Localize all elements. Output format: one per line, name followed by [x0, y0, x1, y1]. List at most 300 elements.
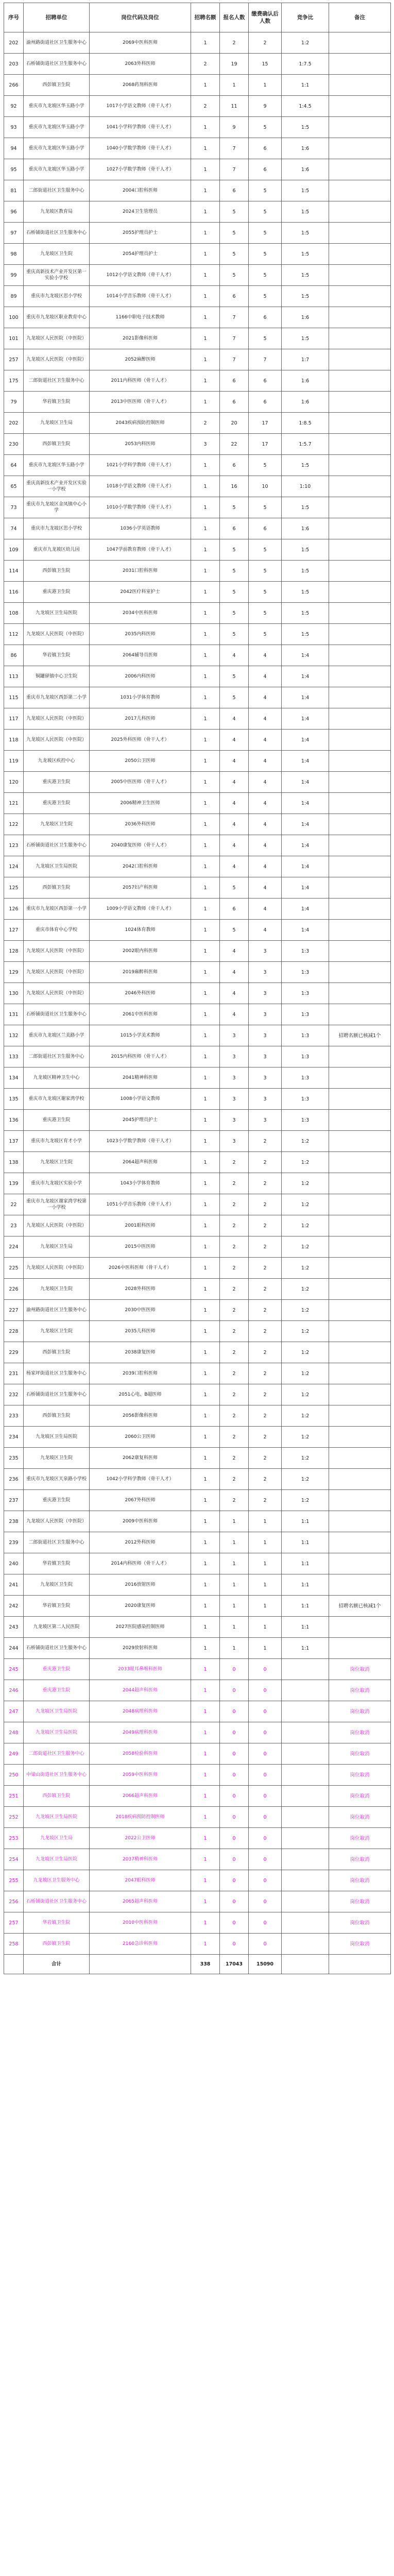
row-index: 114: [4, 561, 24, 582]
row-index: 113: [4, 666, 24, 687]
table-row: [4, 751, 391, 772]
row-applicants: 7: [220, 138, 249, 159]
table-row: [4, 1258, 391, 1279]
row-remarks: [329, 244, 391, 265]
row-ratio: 1:2: [282, 1194, 329, 1215]
row-confirmed: 0: [249, 1828, 282, 1849]
row-position: 2031口腔科医师: [90, 561, 191, 582]
row-confirmed: 5: [249, 201, 282, 223]
row-ratio: 1:3: [282, 962, 329, 983]
row-slots: 1: [191, 1532, 220, 1553]
row-confirmed: 0: [249, 1701, 282, 1722]
row-confirmed: 0: [249, 1765, 282, 1786]
row-applicants: 6: [220, 518, 249, 539]
row-slots: 1: [191, 835, 220, 856]
row-confirmed: 4: [249, 835, 282, 856]
row-unit: 铜罐驿镇中心卫生院: [24, 666, 90, 687]
total-index-cell: [4, 1955, 24, 1974]
row-unit: 九龙坡区卫生院: [24, 1448, 90, 1469]
row-slots: 1: [191, 1342, 220, 1363]
row-unit: 二郎街道社区卫生服务中心: [24, 370, 90, 392]
row-applicants: 1: [220, 1553, 249, 1574]
row-remarks: [329, 645, 391, 666]
row-remarks: [329, 328, 391, 349]
row-index: 22: [4, 1194, 24, 1215]
table-row: [4, 159, 391, 180]
row-slots: 1: [191, 1765, 220, 1786]
row-unit: 九龙坡区人民医院（中医院）: [24, 941, 90, 962]
row-ratio: [282, 1743, 329, 1765]
row-confirmed: 1: [249, 75, 282, 96]
row-applicants: 5: [220, 561, 249, 582]
row-confirmed: 2: [249, 1363, 282, 1384]
row-confirmed: 3: [249, 983, 282, 1004]
row-confirmed: 2: [249, 1405, 282, 1427]
table-row: [4, 434, 391, 455]
row-remarks: 岗位取消: [329, 1743, 391, 1765]
row-index: 121: [4, 793, 24, 814]
row-position: 2039口腔科医师: [90, 1363, 191, 1384]
table-row: [4, 392, 391, 413]
cancelled-table-row: [4, 1912, 391, 1934]
row-position: 2038康复医师: [90, 1342, 191, 1363]
row-remarks: [329, 1363, 391, 1384]
row-confirmed: 2: [249, 1173, 282, 1194]
table-row: [4, 138, 391, 159]
row-index: 127: [4, 920, 24, 941]
row-applicants: 6: [220, 392, 249, 413]
row-applicants: 22: [220, 434, 249, 455]
row-remarks: [329, 1279, 391, 1300]
row-confirmed: 0: [249, 1891, 282, 1912]
table-row: [4, 370, 391, 392]
row-applicants: 5: [220, 201, 249, 223]
row-applicants: 2: [220, 1321, 249, 1342]
row-confirmed: 3: [249, 1025, 282, 1046]
row-unit: 重庆港卫生院: [24, 582, 90, 603]
row-index: 240: [4, 1553, 24, 1574]
row-remarks: [329, 687, 391, 708]
row-ratio: 1:3: [282, 1089, 329, 1110]
row-position: 2054护理员护士: [90, 244, 191, 265]
row-applicants: 1: [220, 1596, 249, 1617]
row-ratio: 1:1: [282, 1511, 329, 1532]
table-row: [4, 1279, 391, 1300]
row-remarks: [329, 476, 391, 497]
row-unit: 重庆市九龙坡区思小学校: [24, 286, 90, 307]
row-applicants: 20: [220, 413, 249, 434]
row-applicants: 0: [220, 1934, 249, 1955]
row-position: 2004口腔科医师: [90, 180, 191, 201]
table-header-row: [4, 3, 391, 32]
row-remarks: [329, 751, 391, 772]
row-ratio: 1:4: [282, 687, 329, 708]
row-confirmed: 5: [249, 244, 282, 265]
row-unit: 渝州路街道社区卫生服务中心: [24, 1300, 90, 1321]
table-row: [4, 645, 391, 666]
row-unit: 九龙坡区人民医院（中医院）: [24, 1511, 90, 1532]
header-slots: 招聘名额: [191, 3, 220, 32]
row-slots: 1: [191, 1680, 220, 1701]
row-applicants: 0: [220, 1912, 249, 1934]
row-ratio: 1:1: [282, 1638, 329, 1659]
row-unit: 重庆市九龙坡区金凤镇中心小学: [24, 497, 90, 518]
row-slots: 1: [191, 983, 220, 1004]
row-position: 2065超声科医师: [90, 1891, 191, 1912]
row-remarks: [329, 518, 391, 539]
row-index: 92: [4, 96, 24, 117]
row-position: 2013中医医师（骨干人才）: [90, 392, 191, 413]
row-confirmed: 4: [249, 856, 282, 877]
row-index: 79: [4, 392, 24, 413]
row-applicants: 6: [220, 180, 249, 201]
row-unit: 九龙坡区疾控中心: [24, 751, 90, 772]
row-slots: 1: [191, 307, 220, 328]
row-ratio: 1:4.5: [282, 96, 329, 117]
table-row: [4, 476, 391, 497]
row-slots: 1: [191, 138, 220, 159]
row-ratio: 1:5.7: [282, 434, 329, 455]
row-index: 237: [4, 1490, 24, 1511]
row-confirmed: 0: [249, 1849, 282, 1870]
row-slots: 1: [191, 244, 220, 265]
row-position: 2006精神卫生医师: [90, 793, 191, 814]
row-unit: 石桥铺街道社区卫生服务中心: [24, 835, 90, 856]
row-unit: 渝州路街道社区卫生服务中心: [24, 32, 90, 54]
row-remarks: [329, 730, 391, 751]
row-remarks: [329, 962, 391, 983]
row-position: 2024卫生管理员: [90, 201, 191, 223]
header-applicants: 报名人数: [220, 3, 249, 32]
row-remarks: [329, 392, 391, 413]
row-slots: 1: [191, 1067, 220, 1089]
row-confirmed: 5: [249, 539, 282, 561]
row-slots: 1: [191, 1553, 220, 1574]
row-ratio: [282, 1891, 329, 1912]
row-index: 226: [4, 1279, 24, 1300]
row-index: 245: [4, 1659, 24, 1680]
row-confirmed: 1: [249, 1574, 282, 1596]
row-slots: 1: [191, 201, 220, 223]
row-slots: 1: [191, 1574, 220, 1596]
row-remarks: [329, 1194, 391, 1215]
row-unit: 九龙坡区人民医院（中医院）: [24, 1215, 90, 1236]
row-slots: 1: [191, 666, 220, 687]
table-row: [4, 899, 391, 920]
row-position: 1166中职电子技术教师: [90, 307, 191, 328]
row-slots: 1: [191, 1173, 220, 1194]
table-row: [4, 1511, 391, 1532]
row-slots: 1: [191, 286, 220, 307]
row-position: 1031小学体育教师: [90, 687, 191, 708]
row-applicants: 2: [220, 1469, 249, 1490]
header-position: 岗位代码及岗位: [90, 3, 191, 32]
cancelled-table-row: [4, 1680, 391, 1701]
row-ratio: 1:1: [282, 1574, 329, 1596]
row-position: 2020康复医师: [90, 1596, 191, 1617]
row-ratio: 1:4: [282, 708, 329, 730]
row-position: 2036外科医师: [90, 814, 191, 835]
row-confirmed: 4: [249, 687, 282, 708]
row-slots: 1: [191, 117, 220, 138]
row-index: 227: [4, 1300, 24, 1321]
row-slots: 1: [191, 962, 220, 983]
row-position: 1009小学语文教师（骨干人才）: [90, 899, 191, 920]
row-remarks: [329, 159, 391, 180]
row-position: 2029放射科医师: [90, 1638, 191, 1659]
row-applicants: 7: [220, 307, 249, 328]
row-remarks: [329, 265, 391, 286]
row-ratio: 1:4: [282, 814, 329, 835]
row-position: 2053内科医师: [90, 434, 191, 455]
table-row: [4, 244, 391, 265]
row-ratio: 1:2: [282, 1427, 329, 1448]
table-row: [4, 1131, 391, 1152]
table-row: [4, 328, 391, 349]
row-position: 1018小学语文教师（骨干人才）: [90, 476, 191, 497]
row-index: 241: [4, 1574, 24, 1596]
row-position: 2001眼科医师: [90, 1215, 191, 1236]
recruitment-table-sheet: [4, 3, 390, 1974]
row-ratio: 1:6: [282, 518, 329, 539]
row-unit: 九龙坡区人民医院（中医院）: [24, 983, 90, 1004]
row-ratio: 1:6: [282, 138, 329, 159]
row-unit: 九龙坡区卫生局: [24, 413, 90, 434]
row-slots: 3: [191, 434, 220, 455]
row-unit: 重庆港卫生院: [24, 793, 90, 814]
row-applicants: 1: [220, 1532, 249, 1553]
row-index: 95: [4, 159, 24, 180]
row-unit: 九龙坡区卫生院: [24, 814, 90, 835]
table-row: [4, 413, 391, 434]
row-unit: 九龙坡区人民医院（中医院）: [24, 730, 90, 751]
row-ratio: 1:4: [282, 835, 329, 856]
row-applicants: 0: [220, 1828, 249, 1849]
table-row: [4, 1617, 391, 1638]
row-position: 1036小学英语教师: [90, 518, 191, 539]
row-remarks: 岗位取消: [329, 1849, 391, 1870]
row-unit: 重庆市九龙坡区育才小学: [24, 1131, 90, 1152]
row-index: 256: [4, 1891, 24, 1912]
row-confirmed: 5: [249, 265, 282, 286]
row-applicants: 7: [220, 349, 249, 370]
table-row: [4, 793, 391, 814]
row-position: 2160急诊科医师: [90, 1934, 191, 1955]
row-remarks: [329, 1110, 391, 1131]
row-position: 2005中医医师（骨干人才）: [90, 772, 191, 793]
row-applicants: 5: [220, 877, 249, 899]
row-ratio: 1:5: [282, 117, 329, 138]
row-position: 2064超声科医师: [90, 1152, 191, 1173]
row-position: 2062康复科医师: [90, 1448, 191, 1469]
row-slots: 1: [191, 877, 220, 899]
header-ratio: 竞争比: [282, 3, 329, 32]
table-row: [4, 1363, 391, 1384]
row-remarks: [329, 117, 391, 138]
row-remarks: [329, 1004, 391, 1025]
row-confirmed: 4: [249, 645, 282, 666]
row-position: 2028外科医师: [90, 1279, 191, 1300]
row-index: 239: [4, 1532, 24, 1553]
row-position: 2035内科医师: [90, 624, 191, 645]
row-remarks: [329, 603, 391, 624]
total-remarks-cell: [329, 1955, 391, 1974]
row-applicants: 5: [220, 603, 249, 624]
table-row: [4, 455, 391, 476]
row-position: 2006内科医师: [90, 666, 191, 687]
row-confirmed: 2: [249, 1427, 282, 1448]
row-position: 2015中医医师: [90, 1236, 191, 1258]
row-slots: 1: [191, 1427, 220, 1448]
total-slots: 338: [191, 1955, 220, 1974]
row-unit: 二郎街道社区卫生服务中心: [24, 1743, 90, 1765]
row-remarks: 岗位取消: [329, 1765, 391, 1786]
row-ratio: 1:4: [282, 920, 329, 941]
row-index: 257: [4, 1912, 24, 1934]
row-slots: 1: [191, 392, 220, 413]
row-applicants: 3: [220, 1046, 249, 1067]
row-index: 232: [4, 1384, 24, 1405]
row-slots: 1: [191, 223, 220, 244]
row-ratio: 1:2: [282, 1490, 329, 1511]
row-remarks: 岗位取消: [329, 1786, 391, 1807]
row-unit: 重庆市九龙坡区天泉路小学校: [24, 1469, 90, 1490]
row-confirmed: 1: [249, 1511, 282, 1532]
table-row: [4, 835, 391, 856]
row-slots: 1: [191, 603, 220, 624]
row-slots: 1: [191, 730, 220, 751]
row-applicants: 2: [220, 1215, 249, 1236]
row-slots: 1: [191, 1596, 220, 1617]
row-remarks: [329, 32, 391, 54]
row-position: 1041小学科学教师（骨干人才）: [90, 117, 191, 138]
row-confirmed: 2: [249, 1194, 282, 1215]
row-slots: 1: [191, 1448, 220, 1469]
row-applicants: 4: [220, 962, 249, 983]
table-row: [4, 117, 391, 138]
row-applicants: 2: [220, 32, 249, 54]
table-row: [4, 1638, 391, 1659]
row-position: 1024体育教师: [90, 920, 191, 941]
row-ratio: 1:5: [282, 582, 329, 603]
row-ratio: 1:2: [282, 1152, 329, 1173]
row-confirmed: 5: [249, 117, 282, 138]
row-ratio: 1:1: [282, 75, 329, 96]
row-applicants: 2: [220, 1194, 249, 1215]
row-unit: 重庆市九龙坡区西彭第二小学: [24, 687, 90, 708]
row-slots: 1: [191, 708, 220, 730]
row-confirmed: 2: [249, 1490, 282, 1511]
row-unit: 九龙坡区人民医院（中医院）: [24, 349, 90, 370]
row-applicants: 4: [220, 856, 249, 877]
row-index: 98: [4, 244, 24, 265]
row-applicants: 3: [220, 1131, 249, 1152]
row-remarks: [329, 941, 391, 962]
row-applicants: 6: [220, 370, 249, 392]
table-row: [4, 223, 391, 244]
row-applicants: 0: [220, 1701, 249, 1722]
row-unit: 重庆市九龙坡区职业教育中心: [24, 307, 90, 328]
row-applicants: 4: [220, 983, 249, 1004]
row-ratio: [282, 1828, 329, 1849]
row-ratio: 1:4: [282, 772, 329, 793]
header-index: 序号: [4, 3, 24, 32]
row-slots: 1: [191, 32, 220, 54]
row-confirmed: 1: [249, 1638, 282, 1659]
row-remarks: 岗位取消: [329, 1891, 391, 1912]
table-row: [4, 1427, 391, 1448]
row-ratio: 1:3: [282, 983, 329, 1004]
table-body: [4, 32, 391, 1955]
cancelled-table-row: [4, 1849, 391, 1870]
row-applicants: 5: [220, 666, 249, 687]
row-index: 135: [4, 1089, 24, 1110]
table-row: [4, 772, 391, 793]
row-unit: 二郎街道社区卫生服务中心: [24, 1532, 90, 1553]
row-confirmed: 2: [249, 1448, 282, 1469]
row-position: 2042医疗科室护士: [90, 582, 191, 603]
row-unit: 九龙坡区卫生局医院: [24, 603, 90, 624]
row-applicants: 7: [220, 159, 249, 180]
row-unit: 重庆市九龙坡区实验小学: [24, 1173, 90, 1194]
row-ratio: 1:3: [282, 1046, 329, 1067]
row-applicants: 0: [220, 1765, 249, 1786]
table-row: [4, 1046, 391, 1067]
row-index: 123: [4, 835, 24, 856]
row-ratio: 1:5: [282, 539, 329, 561]
row-index: 139: [4, 1173, 24, 1194]
row-ratio: 1:5: [282, 455, 329, 476]
row-remarks: [329, 708, 391, 730]
row-applicants: 0: [220, 1849, 249, 1870]
row-index: 109: [4, 539, 24, 561]
row-unit: 石桥铺街道社区卫生服务中心: [24, 223, 90, 244]
row-position: 1051小学音乐教师（骨干人才）: [90, 1194, 191, 1215]
row-slots: 1: [191, 1912, 220, 1934]
row-ratio: 1:7: [282, 349, 329, 370]
row-confirmed: 4: [249, 793, 282, 814]
row-slots: 2: [191, 54, 220, 75]
row-slots: 1: [191, 75, 220, 96]
row-ratio: 1:4: [282, 856, 329, 877]
total-position-cell: [90, 1955, 191, 1974]
row-remarks: [329, 1405, 391, 1427]
row-unit: 西彭镇卫生院: [24, 1786, 90, 1807]
row-remarks: [329, 793, 391, 814]
table-row: [4, 75, 391, 96]
row-confirmed: 0: [249, 1722, 282, 1743]
row-confirmed: 2: [249, 1215, 282, 1236]
row-slots: 1: [191, 1849, 220, 1870]
row-applicants: 7: [220, 328, 249, 349]
table-row: [4, 307, 391, 328]
row-index: 137: [4, 1131, 24, 1152]
row-position: 2063外科医师: [90, 54, 191, 75]
row-unit: 华岩镇卫生院: [24, 1596, 90, 1617]
row-position: 1017小学语文教师（骨干人才）: [90, 96, 191, 117]
row-unit: 九龙坡区人民医院（中医院）: [24, 1258, 90, 1279]
row-slots: 1: [191, 159, 220, 180]
row-index: 133: [4, 1046, 24, 1067]
row-remarks: [329, 835, 391, 856]
row-index: 229: [4, 1342, 24, 1363]
row-slots: 1: [191, 497, 220, 518]
row-index: 257: [4, 349, 24, 370]
row-position: 2018疾病预防控制医师: [90, 1807, 191, 1828]
row-index: 244: [4, 1638, 24, 1659]
row-ratio: 1:2: [282, 32, 329, 54]
row-position: 2034中医科医师: [90, 603, 191, 624]
